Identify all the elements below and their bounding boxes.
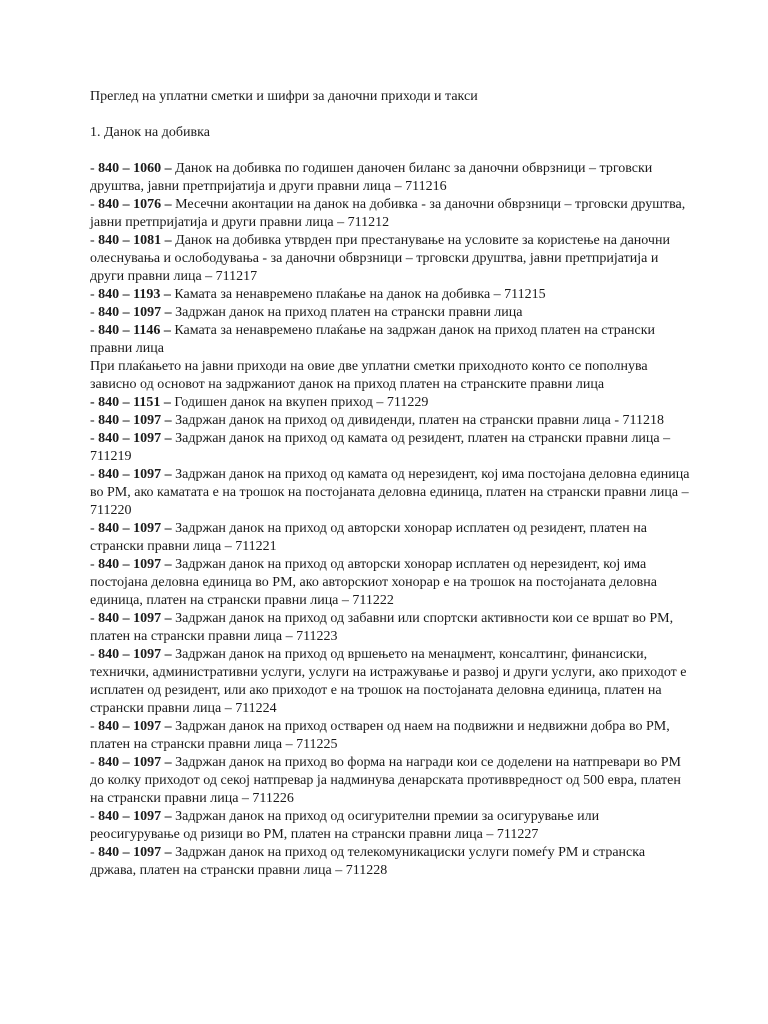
account-code: 840 – 1097 <box>98 647 162 662</box>
entry-description: Данок на добивка по годишен даночен биланс за даночни обврзници – трговски друштва, јавни претпријатија и други правни лица – 711216 <box>90 161 653 194</box>
entry-item <box>90 394 690 412</box>
entry-item <box>90 520 690 556</box>
entry-prefix: - <box>90 431 99 446</box>
account-code: 840 – 1097 <box>98 719 162 734</box>
entry-separator: – <box>160 323 175 338</box>
account-code: 840 – 1097 <box>98 755 162 770</box>
entry-separator: – <box>160 395 175 410</box>
entry-prefix: - <box>90 323 99 338</box>
document-page <box>90 88 690 880</box>
entry-item <box>90 754 690 808</box>
entry-description: Задржан данок на приход од камата од резидент, платен на странски правни лица – 711219 <box>90 431 671 464</box>
document-title: Преглед на уплатни сметки и шифри за даночни приходи и такси <box>90 89 478 104</box>
entry-item <box>90 844 690 880</box>
entry-separator: – <box>161 521 176 536</box>
entry-item <box>90 196 690 232</box>
entry-separator: – <box>161 413 176 428</box>
entry-description: Задржан данок на приход од вршењето на менаџмент, консалтинг, финансиски, технички, административни услуги, услуги на истражување и развој и други услуги, ако приходот е исплатен од резидент, или ако приходот е на трошок на постојаната деловна единица, платен на странски правни лица – 711224 <box>90 647 687 716</box>
account-code: 840 – 1097 <box>98 305 162 320</box>
entry-description: Задржан данок на приход платен на странски правни лица <box>175 305 523 320</box>
entry-prefix: - <box>90 845 99 860</box>
entry-prefix: - <box>90 611 99 626</box>
entry-description: Задржан данок на приход од камата од нерезидент, кој има постојана деловна единица во РМ, ако каматата е на трошок на постојаната деловна единица, платен на странски правни лица – 711220 <box>90 467 690 518</box>
account-code: 840 – 1097 <box>98 521 162 536</box>
entry-separator: – <box>161 557 176 572</box>
entry-description: Месечни аконтации на данок на добивка - за даночни обврзници – трговски друштва, јавни претпријатија и други правни лица – 711212 <box>90 197 686 230</box>
entry-separator: – <box>161 305 176 320</box>
entry-separator: – <box>161 233 176 248</box>
entry-item <box>90 322 690 358</box>
entry-item <box>90 808 690 844</box>
entry-description: Задржан данок на приход од осигурителни премии за осигурување или реосигурување од ризици во РМ, платен на странски правни лица – 711227 <box>90 809 600 842</box>
account-code: 840 – 1097 <box>98 557 162 572</box>
account-code: 840 – 1076 <box>98 197 162 212</box>
entry-item <box>90 610 690 646</box>
entry-prefix: - <box>90 557 99 572</box>
entry-item <box>90 718 690 754</box>
account-code: 840 – 1097 <box>98 431 162 446</box>
entry-prefix: - <box>90 647 99 662</box>
entry-item <box>90 358 690 394</box>
entry-separator: – <box>161 755 176 770</box>
entry-description: Задржан данок на приход од авторски хонорар исплатен од резидент, платен на странски правни лица – 711221 <box>90 521 647 554</box>
entry-item <box>90 646 690 718</box>
entry-prefix: - <box>90 755 99 770</box>
account-code: - 840 – 1151 <box>90 395 161 410</box>
entry-separator: – <box>161 611 176 626</box>
entry-prefix: - <box>90 197 99 212</box>
section-heading: 1. Данок на добивка <box>90 125 210 140</box>
entry-description: Годишен данок на вкупен приход – 711229 <box>174 395 429 410</box>
entry-prefix: - <box>90 521 99 536</box>
entry-description: Задржан данок на приход од забавни или спортски активности кои се вршат во РМ, платен на странски правни лица – 711223 <box>90 611 674 644</box>
entry-list <box>90 160 690 880</box>
entry-prefix: - <box>90 233 99 248</box>
entry-description: Задржан данок на приход остварен од наем на подвижни и недвижни добра во РМ, платен на странски правни лица – 711225 <box>90 719 670 752</box>
entry-separator: – <box>161 197 176 212</box>
entry-description: Задржан данок на приход од телекомуникациски услуги помеѓу РМ и странска држава, платен на странски правни лица – 711228 <box>90 845 646 878</box>
entry-separator: – <box>161 647 176 662</box>
entry-prefix: - <box>90 161 99 176</box>
entry-item <box>90 160 690 196</box>
entry-description: Данок на добивка утврден при престанување на условите за користење на даночни олеснувања и ослободувања - за даночни обврзници – трговски друштва, јавни претпријатија и други правни лица – 711217 <box>90 233 670 284</box>
entry-item <box>90 232 690 286</box>
entry-prefix: - <box>90 467 99 482</box>
account-code: 840 – 1060 <box>98 161 162 176</box>
entry-separator: – <box>161 467 176 482</box>
entry-item <box>90 556 690 610</box>
entry-prefix: - <box>90 305 99 320</box>
account-code: 840 – 1193 <box>98 287 161 302</box>
entry-prefix: - <box>90 413 99 428</box>
account-code: 840 – 1097 <box>98 611 162 626</box>
entry-item <box>90 286 690 304</box>
entry-item <box>90 412 690 430</box>
entry-separator: – <box>161 431 176 446</box>
entry-description: Задржан данок на приход од дивиденди, платен на странски правни лица - 711218 <box>175 413 664 428</box>
entry-prefix: - <box>90 719 99 734</box>
account-code: 840 – 1146 <box>98 323 161 338</box>
entry-item <box>90 430 690 466</box>
entry-description: Задржан данок на приход во форма на награди кои се доделени на натпревари во РМ до колку приходот од секој натпревар ја надминува денарската противвредност од 500 евра, платен на странски правни лица – 711226 <box>90 755 681 806</box>
entry-separator: – <box>161 161 176 176</box>
entry-item <box>90 466 690 520</box>
account-code: 840 – 1097 <box>98 845 162 860</box>
account-code: 840 – 1097 <box>98 467 162 482</box>
entry-description: Задржан данок на приход од авторски хонорар исплатен од нерезидент, кој има постојана деловна единица во РМ, ако авторскиот хонорар е на трошок на постојаната деловна единица, платен на странски правни лица – 711222 <box>90 557 657 608</box>
entry-description: При плаќањето на јавни приходи на овие две уплатни сметки приходното конто се пополнува зависно од основот на задржаниот данок на приход платен на странските правни лица <box>90 359 648 392</box>
account-code: 840 – 1081 <box>98 233 162 248</box>
entry-item <box>90 304 690 322</box>
entry-separator: – <box>160 287 175 302</box>
entry-separator: – <box>161 809 176 824</box>
account-code: 840 – 1097 <box>98 809 162 824</box>
entry-separator: – <box>161 719 176 734</box>
entry-prefix: - <box>90 809 99 824</box>
entry-description: Камата за ненавремено плаќање на данок на добивка – 711215 <box>174 287 546 302</box>
account-code: 840 – 1097 <box>98 413 162 428</box>
entry-separator: – <box>161 845 176 860</box>
entry-prefix: - <box>90 287 99 302</box>
entry-description: Камата за ненавремено плаќање на задржан данок на приход платен на странски правни лица <box>90 323 656 356</box>
